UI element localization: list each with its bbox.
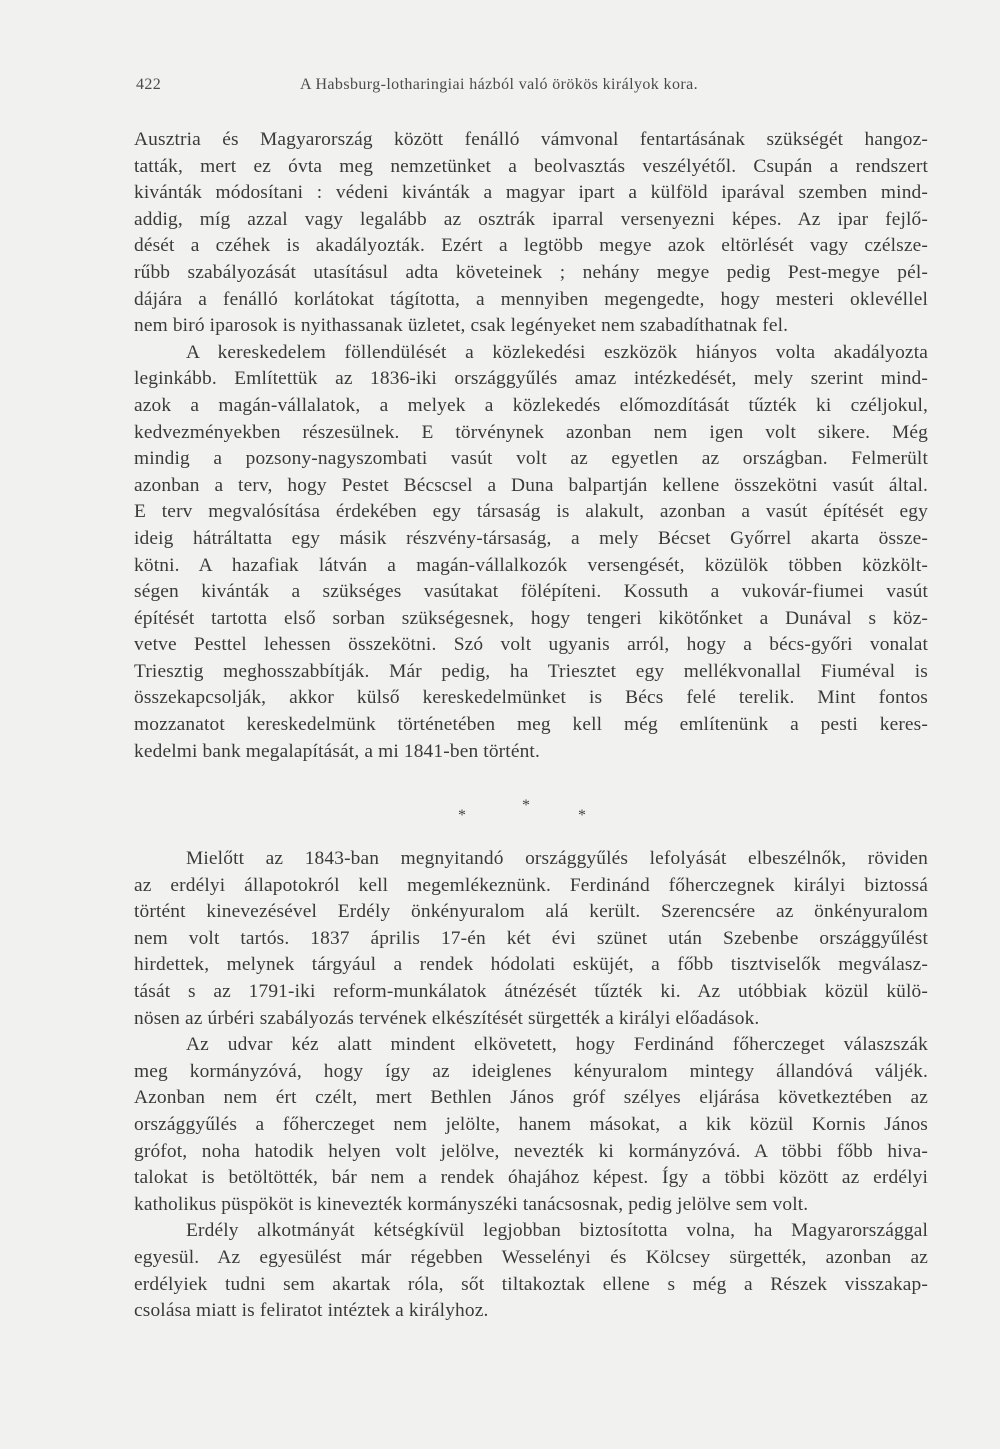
text-line: ségen kivánták a szükséges vasútakat fölépíteni. Kossuth a vukovár-fiumei vasút: [134, 581, 928, 603]
text-line: csolása miatt is feliratot intéztek a királyhoz.: [134, 1300, 489, 1322]
text-line: hirdettek, melynek tárgyául a rendek hódolati esküjét, a főbb tisztviselők megválasz-: [134, 954, 928, 976]
text-line: Ausztria és Magyarország között fenálló vámvonal fentartásának szükségét hangoz-: [134, 129, 928, 150]
text-line: ideig hátráltatta egy másik részvény-társaság, a mely Bécset Győrrel akarta össze-: [134, 527, 928, 549]
text-line: nösen az úrbéri szabályozás tervének elkészítését sürgették a királyi előadások.: [134, 1007, 760, 1029]
text-line: kötni. A hazafiak látván a magán-vállalkozók versengését, közülök többen közkölt-: [134, 554, 928, 576]
text-line: mindig a pozsony-nagyszombati vasút volt az egyetlen az országban. Felmerült: [134, 448, 928, 470]
text-line: Az udvar kéz alatt mindent elkövetett, hogy Ferdinánd főherczeget válaszszák: [186, 1034, 928, 1056]
text-line: dését a czéhek is akadályozták. Ezért a legtöbb megye azok eltörlését vagy czélsze-: [134, 235, 928, 257]
separator-star: *: [578, 807, 586, 824]
running-header: [136, 76, 936, 100]
text-line: összekapcsolják, akkor külső kereskedelmünket is Bécs felé terelik. Mint fontos: [134, 687, 928, 709]
text-line: vetve Pesttel lehessen összekötni. Szó volt ugyanis arról, hogy a bécs-győri vonalat: [134, 634, 928, 656]
text-line: egyesül. Az egyesülést már régebben Wesselényi és Kölcsey sürgették, azonban az: [134, 1246, 928, 1268]
text-line: mozzanatot kereskedelmünk történetében meg kell még említenünk a pesti keres-: [134, 714, 928, 736]
text-line: rűbb szabályozását utasításul adta követeinek ; nehány megye pedig Pest-megye pél-: [134, 261, 928, 283]
text-line: azok a magán-vállalatok, a melyek a közlekedés előmozdítását tűzték ki czéljokul,: [134, 394, 928, 416]
section-2-text: [134, 846, 928, 1325]
text-line: E terv megvalósítása érdekében egy társaság is alakult, azonban a vasút építését egy: [134, 501, 928, 523]
text-line: katholikus püspököt is kinevezték kormányszéki tanácsosnak, pedig jelölve sem volt.: [134, 1193, 809, 1215]
running-title: A Habsburg-lotharingiai házból való örökös királyok kora.: [300, 76, 698, 93]
section-separator: [0, 797, 1000, 827]
text-line: az erdélyi állapotokról kell megemlékeznünk. Ferdinánd főherczegnek királyi biztossá: [134, 874, 928, 896]
text-line: addig, míg azzal vagy legalább az osztrák iparral versenyezni képes. Az ipar fejlő-: [134, 208, 928, 230]
separator-star: *: [458, 807, 466, 824]
text-line: Azonban nem ért czélt, mert Bethlen János gróf szélyes eljárása következtében az: [134, 1087, 928, 1109]
text-line: A kereskedelem föllendülését a közlekedési eszközök hiányos volta akadályozta: [186, 341, 928, 363]
text-line: történt kinevezésével Erdély önkényuralom alá került. Szerencsére az önkényuralom: [134, 901, 928, 923]
text-line: kedvezményekben részesülnek. E törvénynek azonban nem igen volt sikere. Még: [134, 421, 928, 443]
section-1-text: [134, 127, 928, 765]
text-line: nem volt tartós. 1837 április 17-én két évi szünet után Szebenbe országgyűlést: [134, 927, 928, 949]
page-number: 422: [136, 76, 162, 93]
text-line: nem biró iparosok is nyithassanak üzletet, csak legényeket nem szabadíthatnak fel.: [134, 315, 789, 337]
text-line: tását s az 1791-iki reform-munkálatok átnézését tűzték ki. Az utóbbiak közül külö-: [134, 980, 928, 1002]
separator-star: *: [522, 797, 530, 814]
text-line: meg kormányzóvá, hogy így az ideiglenes kényuralom mintegy állandóvá váljék.: [134, 1060, 928, 1082]
text-line: Mielőtt az 1843-ban megnyitandó országgyűlés lefolyását elbeszélnők, röviden: [186, 848, 928, 869]
text-line: kedelmi bank megalapítását, a mi 1841-ben történt.: [134, 740, 540, 762]
text-line: grófot, noha hatodik helyen volt jelölve, nevezték ki kormányzóvá. A többi főbb hiva-: [134, 1140, 928, 1162]
text-line: talokat is betöltötték, bár nem a rendek óhajához képest. Így a többi között az erdélyi: [134, 1167, 928, 1189]
text-line: Triesztig meghosszabbítják. Már pedig, ha Triesztet egy mellékvonallal Fiuméval is: [134, 660, 928, 682]
text-line: tatták, mert ez óvta meg nemzetünket a beolvasztás veszélyétől. Csupán a rendszert: [134, 155, 928, 177]
text-line: azonban a terv, hogy Pestet Bécscsel a Duna balpartján kellene összekötni vasút által.: [134, 474, 928, 496]
text-line: leginkább. Említettük az 1836-iki országgyűlés amaz intézkedését, mely szerint mind-: [134, 368, 928, 390]
text-line: kivánták módosítani : védeni kivánták a magyar ipart a külföld iparával szemben mind-: [134, 182, 928, 204]
text-line: erdélyiek tudni sem akartak róla, sőt tiltakoztak ellene s még a Részek visszakap-: [134, 1273, 928, 1295]
text-line: országgyűlés a főherczeget nem jelölte, hanem másokat, a kik közül Kornis János: [134, 1113, 928, 1135]
text-line: építését tartotta első sorban szükségesnek, hogy tengeri kikötőnket a Dunával s köz-: [134, 607, 928, 629]
text-line: dájára a fenálló korlátokat tágította, a mennyiben megengedte, hogy mesteri oklevéllel: [134, 288, 928, 310]
text-line: Erdély alkotmányát kétségkívül legjobban biztosította volna, ha Magyarországgal: [186, 1220, 928, 1242]
